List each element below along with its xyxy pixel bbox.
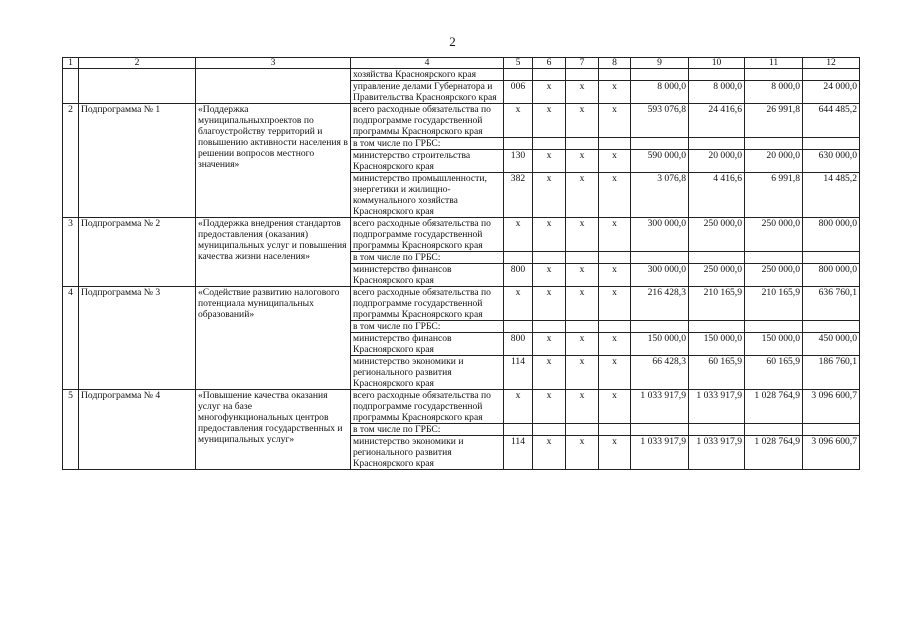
description-cell: министерство экономики и регионального развития Красноярского края [351, 436, 504, 470]
amount-cell: 3 076,8 [631, 173, 689, 218]
amount-cell: 150 000,0 [689, 333, 745, 356]
program-total-row [63, 287, 860, 321]
grbs-code-cell: 114 [504, 436, 533, 470]
amount-cell: 593 076,8 [631, 104, 689, 138]
header-cell: 6 [533, 58, 566, 69]
amount-cell [689, 69, 745, 81]
empty-cell [631, 252, 689, 264]
amount-cell: 20 000,0 [745, 150, 803, 173]
header-cell: 10 [689, 58, 745, 69]
code-cell: x [566, 356, 599, 390]
amount-cell: 250 000,0 [745, 218, 803, 252]
amount-cell: 8 000,0 [745, 81, 803, 104]
grbs-label-cell: в том числе по ГРБС: [351, 424, 504, 436]
row-number-cell [63, 69, 79, 104]
program-name-cell: Подпрограмма № 3 [79, 287, 196, 390]
code-cell: x [599, 81, 631, 104]
amount-cell: 630 000,0 [803, 150, 860, 173]
empty-cell [631, 321, 689, 333]
description-cell: всего расходные обязательства по подпрограмме государственной программы Красноярского края [351, 287, 504, 321]
empty-cell [689, 321, 745, 333]
amount-cell: 1 028 764,9 [745, 390, 803, 424]
grbs-code-cell [504, 69, 533, 81]
amount-cell: 800 000,0 [803, 218, 860, 252]
code-cell [599, 69, 631, 81]
description-cell: министерство промышленности, энергетики и жилищно-коммунального хозяйства Красноярского края [351, 173, 504, 218]
empty-cell [566, 321, 599, 333]
code-cell: x [566, 218, 599, 252]
budget-table [62, 57, 860, 470]
code-cell: x [533, 81, 566, 104]
amount-cell: 1 033 917,9 [631, 436, 689, 470]
amount-cell: 26 991,8 [745, 104, 803, 138]
header-cell: 5 [504, 58, 533, 69]
amount-cell [745, 69, 803, 81]
row-number-cell: 3 [63, 218, 79, 287]
code-cell: x [599, 150, 631, 173]
code-cell: x [599, 218, 631, 252]
amount-cell [803, 69, 860, 81]
row-number-cell: 4 [63, 287, 79, 390]
empty-cell [504, 252, 533, 264]
code-cell: x [599, 333, 631, 356]
amount-cell: 3 096 600,7 [803, 390, 860, 424]
code-cell [566, 69, 599, 81]
program-name-cell: Подпрограмма № 1 [79, 104, 196, 218]
amount-cell: 1 033 917,9 [631, 390, 689, 424]
program-title-cell: «Содействие развитию налогового потенциала муниципальных образований» [196, 287, 351, 390]
header-cell: 3 [196, 58, 351, 69]
code-cell [533, 69, 566, 81]
code-cell: x [533, 287, 566, 321]
header-row [63, 58, 860, 69]
program-name-cell: Подпрограмма № 4 [79, 390, 196, 470]
grbs-label-cell: в том числе по ГРБС: [351, 138, 504, 150]
empty-cell [803, 424, 860, 436]
grbs-code-cell: x [504, 104, 533, 138]
grbs-code-cell: x [504, 390, 533, 424]
header-cell: 9 [631, 58, 689, 69]
amount-cell: 4 416,6 [689, 173, 745, 218]
empty-cell [803, 138, 860, 150]
empty-cell [689, 424, 745, 436]
empty-cell [566, 252, 599, 264]
amount-cell: 20 000,0 [689, 150, 745, 173]
code-cell: x [599, 390, 631, 424]
header-cell: 2 [79, 58, 196, 69]
header-cell: 7 [566, 58, 599, 69]
amount-cell: 6 991,8 [745, 173, 803, 218]
code-cell: x [566, 333, 599, 356]
grbs-code-cell: 006 [504, 81, 533, 104]
empty-cell [745, 321, 803, 333]
program-name-cell [79, 69, 196, 104]
amount-cell: 186 760,1 [803, 356, 860, 390]
header-cell: 4 [351, 58, 504, 69]
code-cell: x [533, 390, 566, 424]
header-cell: 11 [745, 58, 803, 69]
amount-cell: 24 000,0 [803, 81, 860, 104]
grbs-code-cell: 130 [504, 150, 533, 173]
empty-cell [631, 424, 689, 436]
empty-cell [745, 252, 803, 264]
code-cell: x [566, 264, 599, 287]
program-name-cell: Подпрограмма № 2 [79, 218, 196, 287]
description-cell: всего расходные обязательства по подпрограмме государственной программы Красноярского края [351, 390, 504, 424]
table-row [63, 69, 860, 81]
grbs-code-cell: x [504, 218, 533, 252]
amount-cell: 450 000,0 [803, 333, 860, 356]
code-cell: x [566, 173, 599, 218]
empty-cell [566, 138, 599, 150]
code-cell: x [599, 356, 631, 390]
empty-cell [533, 252, 566, 264]
page-number: 2 [449, 34, 456, 49]
grbs-code-cell: x [504, 287, 533, 321]
amount-cell: 300 000,0 [631, 218, 689, 252]
empty-cell [504, 424, 533, 436]
grbs-code-cell: 800 [504, 264, 533, 287]
amount-cell: 150 000,0 [631, 333, 689, 356]
empty-cell [599, 321, 631, 333]
table-body [63, 58, 860, 470]
amount-cell: 60 165,9 [745, 356, 803, 390]
amount-cell [631, 69, 689, 81]
description-cell: всего расходные обязательства по подпрограмме государственной программы Красноярского края [351, 104, 504, 138]
program-title-cell: «Поддержка внедрения стандартов предоставления (оказания) муниципальных услуг и повышения качества жизни населения» [196, 218, 351, 287]
empty-cell [689, 252, 745, 264]
amount-cell: 300 000,0 [631, 264, 689, 287]
amount-cell: 60 165,9 [689, 356, 745, 390]
amount-cell: 66 428,3 [631, 356, 689, 390]
code-cell: x [599, 173, 631, 218]
header-cell: 12 [803, 58, 860, 69]
empty-cell [599, 424, 631, 436]
empty-cell [745, 424, 803, 436]
code-cell: x [533, 218, 566, 252]
empty-cell [599, 138, 631, 150]
header-cell: 8 [599, 58, 631, 69]
empty-cell [631, 138, 689, 150]
amount-cell: 636 760,1 [803, 287, 860, 321]
description-cell: министерство финансов Красноярского края [351, 264, 504, 287]
amount-cell: 210 165,9 [689, 287, 745, 321]
row-number-cell: 2 [63, 104, 79, 218]
code-cell: x [533, 104, 566, 138]
empty-cell [803, 321, 860, 333]
description-cell: управление делами Губернатора и Правительства Красноярского края [351, 81, 504, 104]
amount-cell: 1 033 917,9 [689, 390, 745, 424]
amount-cell: 644 485,2 [803, 104, 860, 138]
amount-cell: 210 165,9 [745, 287, 803, 321]
code-cell: x [599, 104, 631, 138]
program-title-cell: «Поддержка муниципальныхпроектов по благоустройству территорий и повышению активности населения в решении вопросов местного значения» [196, 104, 351, 218]
amount-cell: 800 000,0 [803, 264, 860, 287]
code-cell: x [599, 264, 631, 287]
grbs-label-cell: в том числе по ГРБС: [351, 321, 504, 333]
code-cell: x [533, 173, 566, 218]
program-total-row [63, 218, 860, 252]
empty-cell [599, 252, 631, 264]
amount-cell: 24 416,6 [689, 104, 745, 138]
empty-cell [745, 138, 803, 150]
empty-cell [803, 252, 860, 264]
amount-cell: 250 000,0 [689, 218, 745, 252]
code-cell: x [566, 150, 599, 173]
amount-cell: 8 000,0 [631, 81, 689, 104]
code-cell: x [599, 436, 631, 470]
empty-cell [533, 138, 566, 150]
program-total-row [63, 390, 860, 424]
empty-cell [689, 138, 745, 150]
amount-cell: 1 028 764,9 [745, 436, 803, 470]
empty-cell [533, 321, 566, 333]
code-cell: x [566, 104, 599, 138]
empty-cell [566, 424, 599, 436]
amount-cell: 250 000,0 [745, 264, 803, 287]
code-cell: x [533, 333, 566, 356]
program-total-row [63, 104, 860, 138]
row-number-cell: 5 [63, 390, 79, 470]
code-cell: x [533, 436, 566, 470]
amount-cell: 8 000,0 [689, 81, 745, 104]
grbs-label-cell: в том числе по ГРБС: [351, 252, 504, 264]
grbs-code-cell: 382 [504, 173, 533, 218]
description-cell: всего расходные обязательства по подпрограмме государственной программы Красноярского края [351, 218, 504, 252]
description-cell: хозяйства Красноярского края [351, 69, 504, 81]
code-cell: x [566, 436, 599, 470]
header-cell: 1 [63, 58, 79, 69]
amount-cell: 14 485,2 [803, 173, 860, 218]
amount-cell: 1 033 917,9 [689, 436, 745, 470]
code-cell: x [533, 150, 566, 173]
code-cell: x [533, 356, 566, 390]
description-cell: министерство экономики и регионального развития Красноярского края [351, 356, 504, 390]
amount-cell: 250 000,0 [689, 264, 745, 287]
description-cell: министерство финансов Красноярского края [351, 333, 504, 356]
code-cell: x [566, 287, 599, 321]
program-title-cell: «Повышение качества оказания услуг на базе многофункциональных центров предоставления государственных и муниципальных услуг» [196, 390, 351, 470]
grbs-code-cell: 114 [504, 356, 533, 390]
empty-cell [504, 321, 533, 333]
program-title-cell [196, 69, 351, 104]
empty-cell [533, 424, 566, 436]
grbs-code-cell: 800 [504, 333, 533, 356]
code-cell: x [566, 81, 599, 104]
empty-cell [504, 138, 533, 150]
description-cell: министерство строительства Красноярского края [351, 150, 504, 173]
amount-cell: 150 000,0 [745, 333, 803, 356]
amount-cell: 3 096 600,7 [803, 436, 860, 470]
code-cell: x [599, 287, 631, 321]
amount-cell: 590 000,0 [631, 150, 689, 173]
code-cell: x [566, 390, 599, 424]
code-cell: x [533, 264, 566, 287]
amount-cell: 216 428,3 [631, 287, 689, 321]
